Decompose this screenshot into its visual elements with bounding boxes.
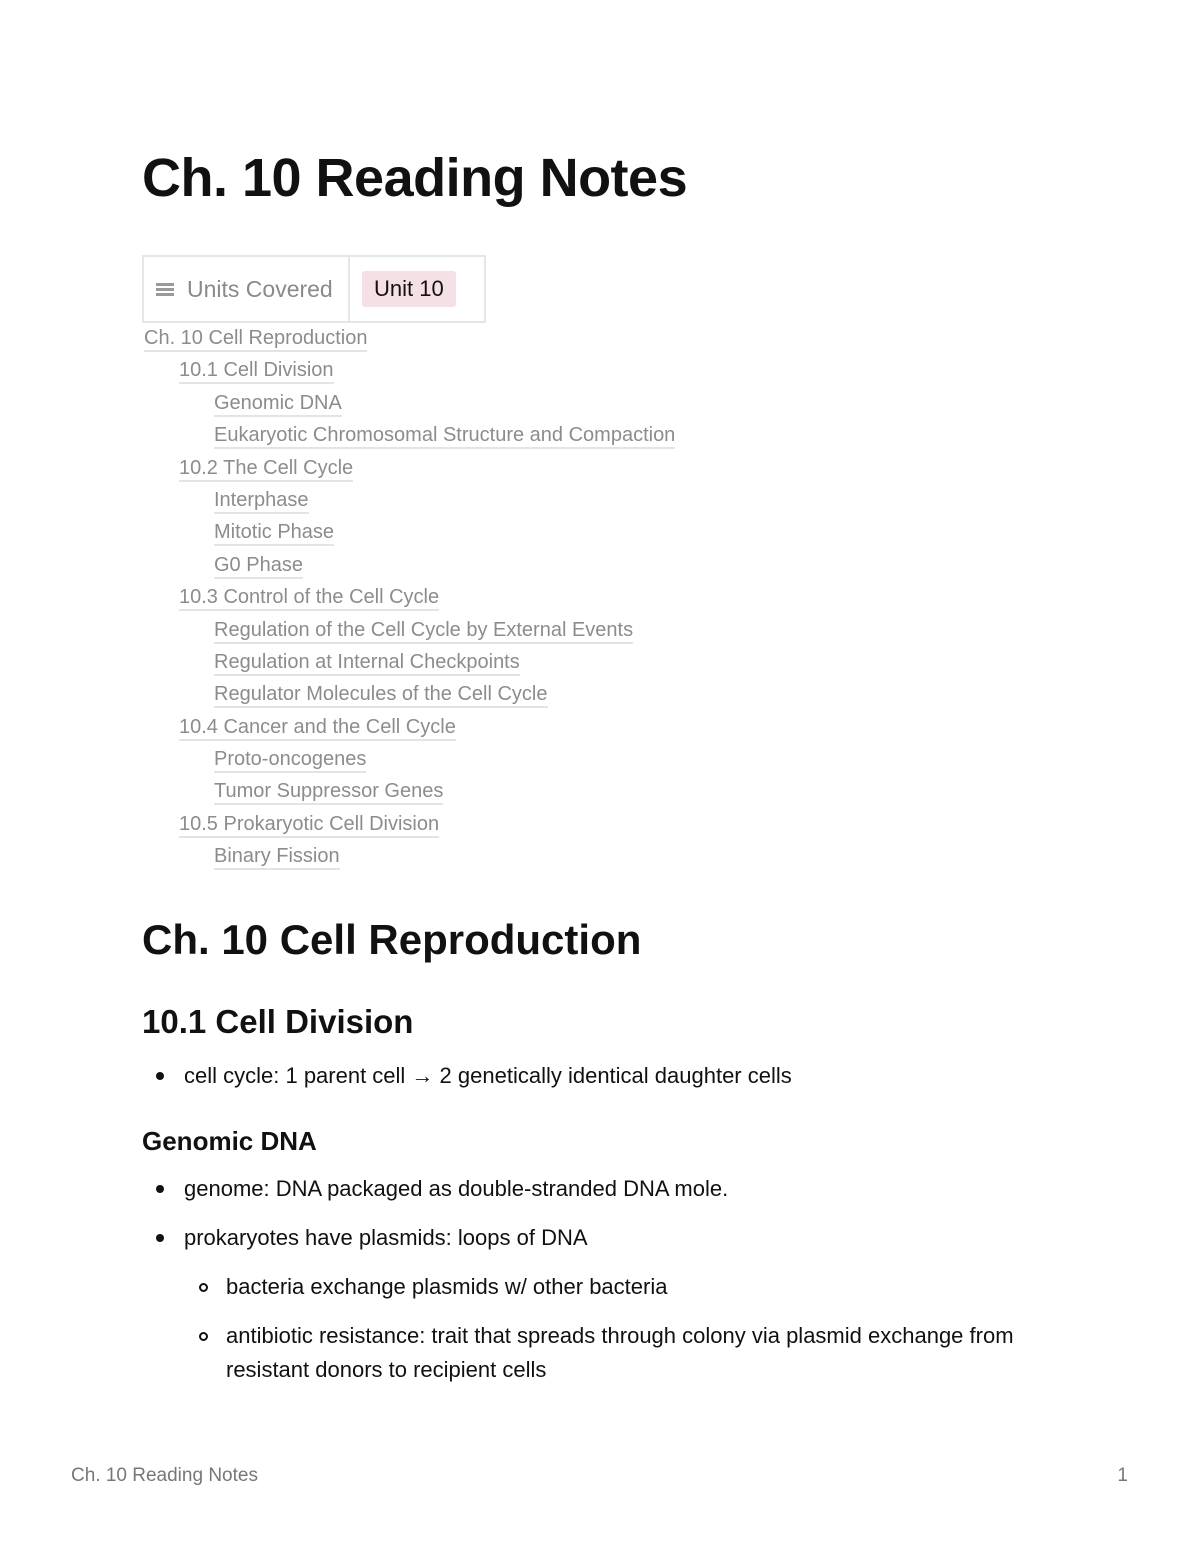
section-heading-genomic-dna: Genomic DNA [142,1126,317,1156]
sub-list-item: bacteria exchange plasmids w/ other bacteria [142,1270,1042,1304]
toc-item [144,322,675,354]
toc-item [144,840,675,872]
toc-link[interactable]: 10.2 The Cell Cycle [179,457,353,482]
toc-link[interactable]: 10.3 Control of the Cell Cycle [179,586,439,611]
toc-link[interactable]: Tumor Suppressor Genes [214,780,443,805]
toc-item [144,452,675,484]
toc-link[interactable]: G0 Phase [214,554,303,579]
sub-list-item: antibiotic resistance: trait that spreads through colony via plasmid exchange from resistant donors to recipient cells [142,1319,1042,1387]
toc-item [144,516,675,548]
toc-link[interactable]: Proto-oncogenes [214,748,366,773]
toc-item [144,484,675,516]
list-item: prokaryotes have plasmids: loops of DNA [142,1221,1042,1255]
toc-link[interactable]: Binary Fission [214,845,340,870]
page-title: Ch. 10 Reading Notes [142,148,688,208]
toc-item [144,646,675,678]
toc-item [144,419,675,451]
toc-link[interactable]: 10.4 Cancer and the Cell Cycle [179,716,456,741]
toc-item [144,354,675,386]
toc-link[interactable]: Regulator Molecules of the Cell Cycle [214,683,548,708]
toc-item [144,581,675,613]
section-heading-cell-division: 10.1 Cell Division [142,1003,414,1040]
toc-link[interactable]: Genomic DNA [214,392,342,417]
page-number: 1 [1117,1465,1128,1486]
properties-table [142,255,486,323]
toc-link[interactable]: Ch. 10 Cell Reproduction [144,327,367,352]
property-name-cell[interactable] [144,257,350,321]
list-item: cell cycle: 1 parent cell → 2 genetically identical daughter cells [142,1059,1042,1093]
toc-item [144,711,675,743]
toc-item [144,775,675,807]
toc-item [144,614,675,646]
toc-link[interactable]: Regulation at Internal Checkpoints [214,651,520,676]
property-value-cell[interactable] [350,257,484,321]
bullet-list-genomic-dna [142,1172,1042,1387]
toc-link[interactable]: 10.1 Cell Division [179,359,334,384]
bullet-list-cell-division [142,1059,1042,1093]
toc-link[interactable]: Interphase [214,489,309,514]
table-of-contents [144,322,675,873]
toc-item [144,808,675,840]
toc-item [144,387,675,419]
property-name-label: Units Covered [187,275,333,302]
toc-link[interactable]: Regulation of the Cell Cycle by External Events [214,619,633,644]
list-icon [156,281,174,298]
toc-link[interactable]: Eukaryotic Chromosomal Structure and Compaction [214,424,675,449]
toc-item [144,549,675,581]
footer-title: Ch. 10 Reading Notes [71,1465,258,1486]
unit-tag[interactable]: Unit 10 [362,271,456,307]
toc-link[interactable]: Mitotic Phase [214,521,334,546]
section-heading-chapter: Ch. 10 Cell Reproduction [142,916,642,963]
list-item: genome: DNA packaged as double-stranded DNA mole. [142,1172,1042,1206]
toc-item [144,743,675,775]
toc-link[interactable]: 10.5 Prokaryotic Cell Division [179,813,439,838]
toc-item [144,678,675,710]
